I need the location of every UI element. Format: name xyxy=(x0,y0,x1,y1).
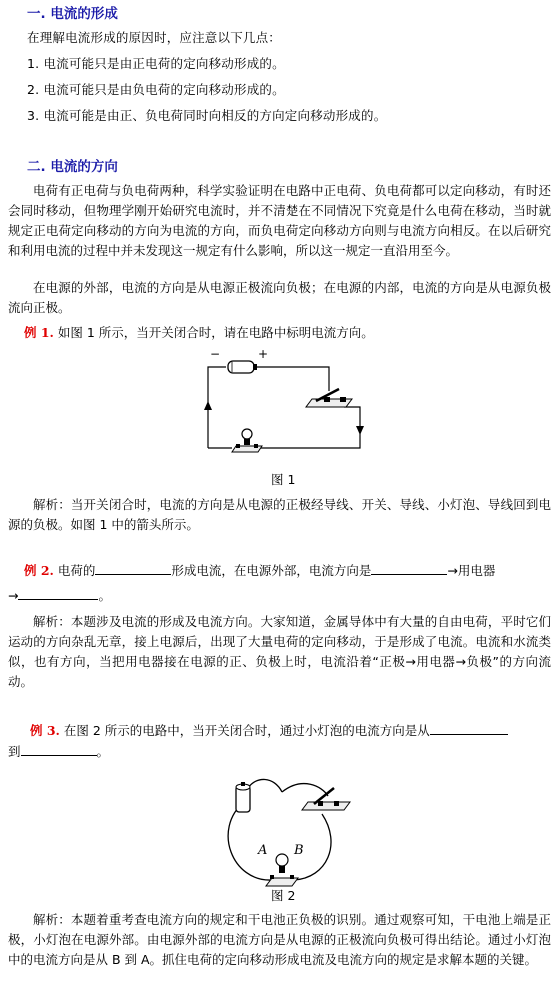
blank-to-point[interactable] xyxy=(21,741,97,756)
wire-battery-to-switch xyxy=(256,367,329,391)
example1-analysis: 解析：当开关闭合时，电流的方向是从电源的正极经导线、开关、导线、小灯泡、导线回到电源的负极。如图 1 中的箭头所示。 xyxy=(8,497,551,532)
current-arrow-left-up xyxy=(204,401,212,410)
point-1: 1. 电流可能只是由正电荷的定向移动形成的。 xyxy=(27,56,285,71)
battery-plus-sign: + xyxy=(258,349,269,361)
point-a-label: A xyxy=(258,843,268,858)
example2-label: 例 2. xyxy=(24,563,54,578)
example3-question-cont: 到 。 xyxy=(8,741,551,762)
switch-icon-2 xyxy=(302,802,350,810)
example3-analysis: 解析：本题着重考查电流方向的规定和干电池正负极的识别。通过观察可知，干电池上端是正极，小灯泡在电源外部。由电源外部的电流方向是从电源的正极流向负极可得出结论。通过小灯泡中的电流方向是从 B 到 A。抓住电荷的定向移动形成电流及电流方向的规定是求解本题的关键。 xyxy=(8,912,551,967)
point-3: 3. 电流可能是由正、负电荷同时向相反的方向定向移动形成的。 xyxy=(27,108,387,123)
example2-analysis: 解析：本题涉及电流的形成及电流方向。大家知道，金属导体中有大量的自由电荷，平时它们运动的方向杂乱无章，接上电源后，出现了大量电荷的定向移动，于是形成了电流。电流和水流类似，也有方向，当把用电器接在电源的正、负极上时，电流沿着“正极→用电器→负极”的方向流动。 xyxy=(8,614,551,689)
wire-right-to-lamp xyxy=(258,433,360,448)
point-b-label: B xyxy=(294,843,304,858)
paragraph-direction-rule: 电荷有正电荷与负电荷两种，科学实验证明在电路中正电荷、负电荷都可以定向移动，有时还会同时移动，但物理学刚开始研究电流时，并不清楚在不同情况下究竟是什么电荷在移动，当时就规定正电荷定向移动的方向为电流的方向，而负电荷定向移动方向则与电流方向相反。在以后研究和利用电流的过程中并未发现这一规定有什么影响，所以这一规定一直沿用至今。 xyxy=(8,183,551,258)
example3-label: 例 3. xyxy=(30,723,60,738)
example1-label: 例 1. xyxy=(24,325,54,340)
paragraph-inside-outside: 在电源的外部，电流的方向是从电源正极流向负极；在电源的内部，电流的方向是从电源负极流向正极。 xyxy=(8,280,551,315)
section-heading-current-formation: 一. 电流的形成 xyxy=(27,6,118,22)
section1-intro: 在理解电流形成的原因时，应注意以下几点： xyxy=(27,30,282,45)
blank-current-to[interactable] xyxy=(18,585,98,600)
section-heading-current-direction: 二. 电流的方向 xyxy=(27,159,118,175)
blank-from-point[interactable] xyxy=(430,720,508,735)
circuit-figure-2 xyxy=(222,774,352,889)
example3-question: 例 3. 在图 2 所示的电路中，当开关闭合时，通过小灯泡的电流方向是从 xyxy=(30,720,547,741)
example2-question-cont: → 。 xyxy=(8,585,551,606)
example1-question xyxy=(24,323,551,343)
point-2: 2. 电流可能只是由负电荷的定向移动形成的。 xyxy=(27,82,285,97)
example1-text: 如图 1 所示，当开关闭合时，请在电路中标明电流方向。 xyxy=(57,325,374,340)
example2-question: 例 2. 电荷的 形成电流，在电源外部，电流方向是 →用电器 xyxy=(24,560,547,581)
circuit-figure-1 xyxy=(196,349,376,459)
battery-minus-sign: − xyxy=(210,349,221,361)
figure2-caption: 图 2 xyxy=(271,888,296,903)
blank-current-from[interactable] xyxy=(371,560,447,575)
blank-charge-motion[interactable] xyxy=(95,560,171,575)
lamp-icon-2 xyxy=(266,878,298,886)
figure1-caption: 图 1 xyxy=(271,472,296,487)
current-arrow-right-down xyxy=(356,426,364,435)
